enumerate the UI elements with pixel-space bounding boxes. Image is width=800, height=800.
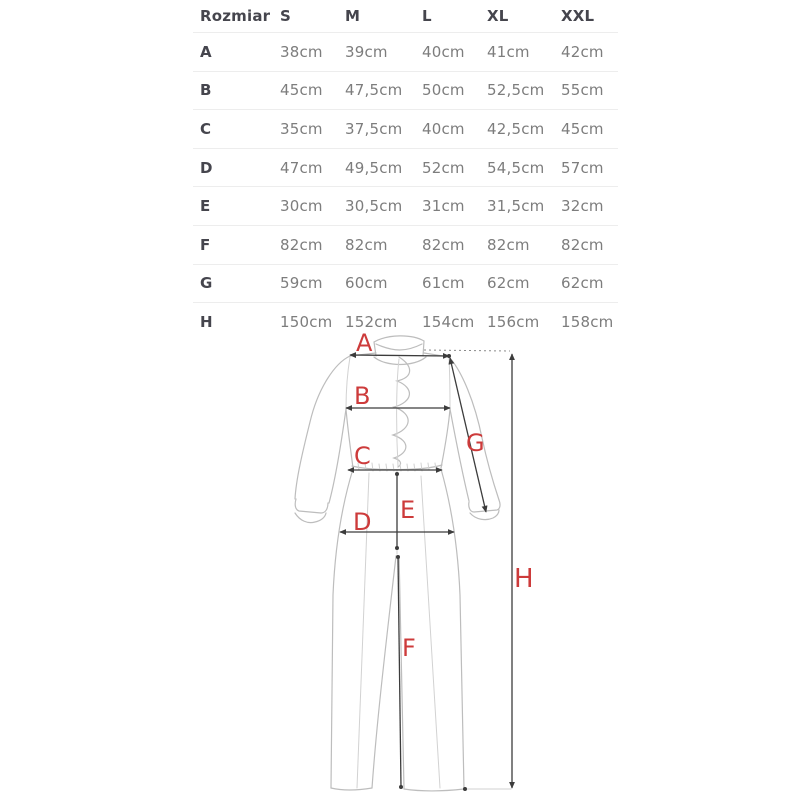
size-column-header: M	[345, 7, 361, 25]
size-value: 57cm	[561, 158, 604, 177]
size-value: 52cm	[422, 158, 465, 177]
size-value: 49,5cm	[345, 158, 403, 177]
size-value: 39cm	[345, 42, 388, 61]
leg-right-hem	[404, 789, 464, 791]
size-value: 31cm	[422, 197, 465, 216]
size-value: 52,5cm	[487, 81, 545, 100]
size-value: 154cm	[422, 312, 475, 331]
size-value: 30cm	[280, 197, 323, 216]
size-value: 54,5cm	[487, 158, 545, 177]
size-table-title: Rozmiar	[200, 7, 271, 25]
leg-right-crease	[421, 476, 440, 788]
collar-inner	[376, 344, 422, 350]
size-value: 32cm	[561, 197, 604, 216]
measure-label-D: D	[353, 508, 372, 536]
size-value: 40cm	[422, 42, 465, 61]
measure-label-G: G	[466, 429, 485, 457]
size-value: 31,5cm	[487, 197, 545, 216]
size-value: 152cm	[345, 312, 398, 331]
size-value: 156cm	[487, 312, 540, 331]
sleeve-left-outer	[295, 356, 350, 499]
leg-left-inner	[372, 556, 396, 788]
size-value: 45cm	[561, 119, 604, 138]
measure-labels	[353, 329, 534, 662]
size-value: 42,5cm	[487, 119, 545, 138]
leg-left-outer	[331, 469, 353, 788]
measurement-lines	[340, 350, 512, 791]
cuff-left	[295, 499, 328, 513]
row-label: B	[200, 81, 212, 100]
size-column-header: XL	[487, 7, 509, 25]
bodice-right	[441, 409, 450, 468]
size-value: 150cm	[280, 312, 333, 331]
size-value: 62cm	[487, 274, 530, 293]
size-value: 41cm	[487, 42, 530, 61]
row-label: F	[200, 235, 211, 254]
size-value: 35cm	[280, 119, 323, 138]
size-value: 82cm	[487, 235, 530, 254]
armhole-right	[449, 358, 450, 409]
size-value: 37,5cm	[345, 119, 403, 138]
size-column-header: S	[280, 7, 292, 25]
size-value: 60cm	[345, 274, 388, 293]
size-value: 158cm	[561, 312, 614, 331]
row-label: E	[200, 197, 211, 216]
front-ruffle-stem	[397, 359, 399, 466]
size-value: 30,5cm	[345, 197, 403, 216]
cuff-left-ruffle	[295, 513, 326, 523]
leg-right-outer	[441, 469, 464, 789]
size-column-header: L	[422, 7, 432, 25]
size-value: 38cm	[280, 42, 323, 61]
row-label: H	[200, 312, 213, 331]
size-value: 82cm	[345, 235, 388, 254]
size-value: 61cm	[422, 274, 465, 293]
row-label: C	[200, 119, 212, 138]
measure-label-C: C	[354, 442, 371, 470]
size-value: 55cm	[561, 81, 604, 100]
size-column-header: XXL	[561, 7, 595, 25]
measure-label-F: F	[402, 634, 416, 662]
size-value: 42cm	[561, 42, 604, 61]
size-value: 82cm	[561, 235, 604, 254]
row-label: D	[200, 158, 213, 177]
size-value: 47cm	[280, 158, 323, 177]
row-label: G	[200, 274, 213, 293]
size-value: 59cm	[280, 274, 323, 293]
measure-label-B: B	[354, 382, 371, 410]
size-value: 47,5cm	[345, 81, 403, 100]
size-value: 50cm	[422, 81, 465, 100]
size-value: 82cm	[422, 235, 465, 254]
size-value: 62cm	[561, 274, 604, 293]
front-ruffle	[393, 357, 410, 467]
size-value: 45cm	[280, 81, 323, 100]
garment-outline	[295, 336, 511, 791]
measure-label-H: H	[514, 564, 534, 594]
armhole-left	[346, 357, 350, 409]
height-guide-dotted	[424, 350, 510, 351]
row-label: A	[200, 42, 212, 61]
size-value: 82cm	[280, 235, 323, 254]
measure-label-A: A	[356, 329, 373, 357]
measure-label-E: E	[400, 496, 416, 524]
size-value: 40cm	[422, 119, 465, 138]
sleeve-left-inner	[329, 409, 346, 503]
bodice-left	[346, 409, 353, 468]
leg-left-hem	[331, 788, 372, 790]
